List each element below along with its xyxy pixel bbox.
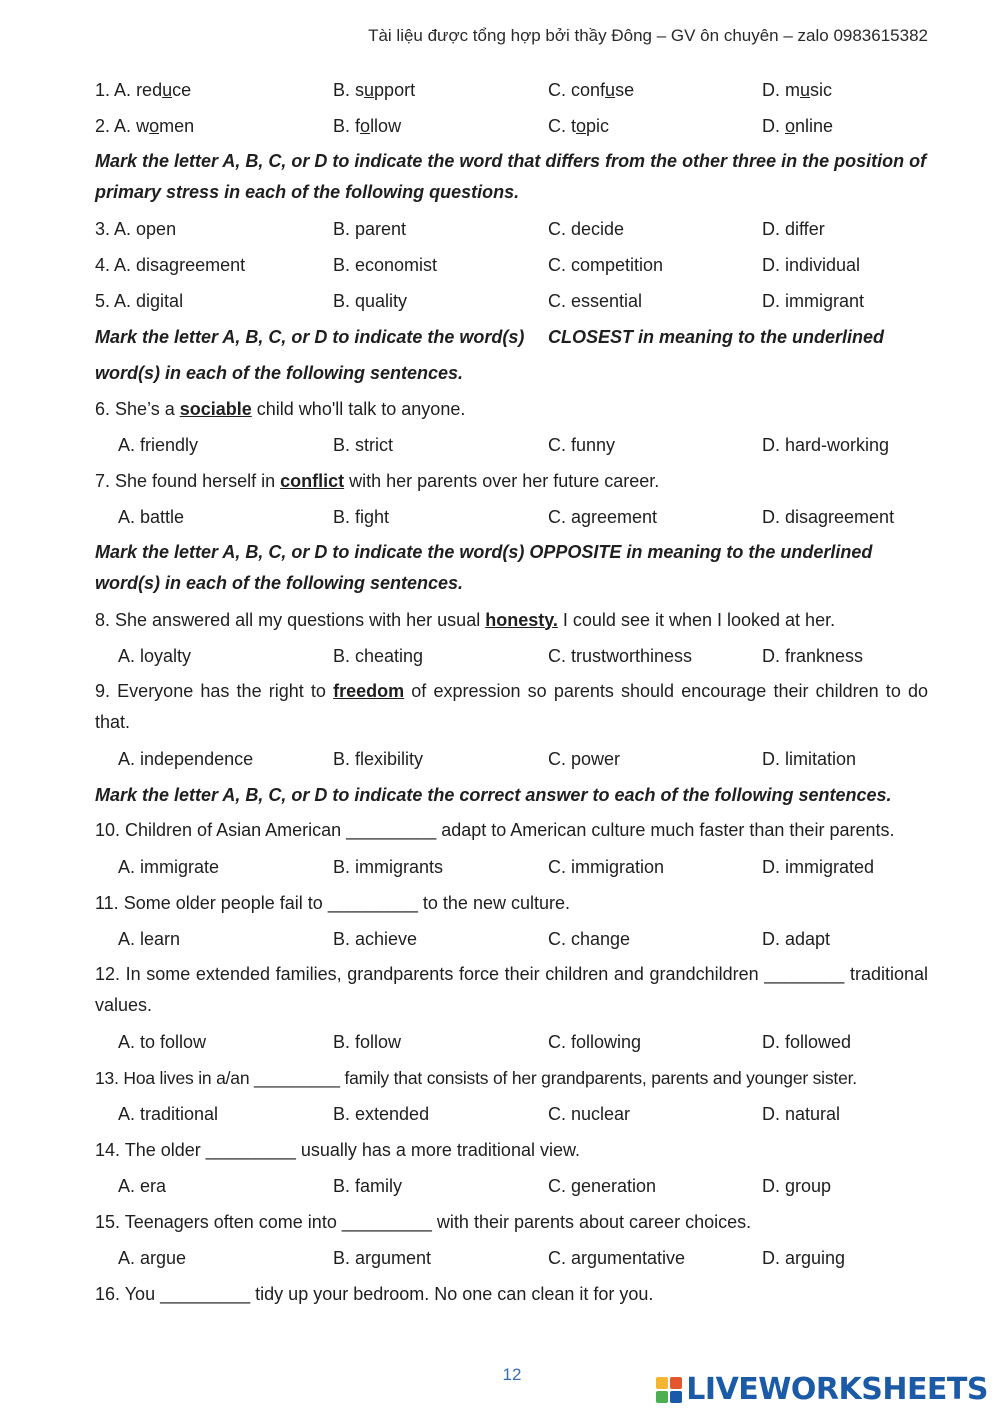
option-d: D. adapt (762, 928, 831, 949)
option-c: C. nuclear (548, 1103, 631, 1124)
page-number: 12 (502, 1365, 522, 1384)
question-15-options (95, 1240, 928, 1276)
option-b: B. flexibility (333, 748, 424, 769)
option-b: B. achieve (333, 928, 418, 949)
option-a: A. independence (118, 748, 254, 769)
question-11-options (95, 921, 928, 957)
question-11: 11. Some older people fail to _________ to the new culture. (95, 892, 570, 913)
option-c: C. competition (548, 254, 664, 275)
instruction-stress: Mark the letter A, B, C, or D to indicate the word that differs from the other three in the position of primary stress in each of the following questions. (95, 151, 927, 202)
option-b: B. follow (333, 115, 402, 136)
option-d: D. music (762, 79, 833, 100)
question-6-options (95, 427, 928, 463)
option-b: B. cheating (333, 645, 424, 666)
option-d: D. arguing (762, 1247, 846, 1268)
option-a: A. battle (118, 506, 185, 527)
option-b: B. strict (333, 434, 394, 455)
option-d: D. followed (762, 1031, 852, 1052)
question-2 (95, 108, 928, 144)
option-d: D. natural (762, 1103, 841, 1124)
option-c: C. immigration (548, 856, 665, 877)
question-9: 9. Everyone has the right to freedom of expression so parents should encourage their children to do that. (95, 681, 934, 732)
option-d: D. immigrant (762, 290, 865, 311)
instruction-closest: Mark the letter A, B, C, or D to indicate the word(s) CLOSEST in meaning to the underlined (95, 326, 885, 347)
option-d: D. differ (762, 218, 825, 239)
question-5 (95, 283, 928, 319)
question-1 (95, 72, 928, 108)
option-a: A. era (118, 1175, 167, 1196)
question-16: 16. You _________ tidy up your bedroom. No one can clean it for you. (95, 1283, 654, 1304)
option-b: B. family (333, 1175, 403, 1196)
question-15: 15. Teenagers often come into _________ with their parents about career choices. (95, 1211, 752, 1232)
question-14: 14. The older _________ usually has a more traditional view. (95, 1139, 580, 1160)
worksheet-content (95, 72, 934, 1312)
question-8: 8. She answered all my questions with her usual honesty. I could see it when I looked at her. (95, 609, 836, 630)
option-c: C. power (548, 748, 621, 769)
option-c: C. change (548, 928, 631, 949)
question-14-options (95, 1168, 928, 1204)
option-a: A. friendly (118, 434, 199, 455)
instruction-closest-line2: word(s) in each of the following sentences. (95, 362, 464, 383)
option-a: A. traditional (118, 1103, 219, 1124)
option-a: A. loyalty (118, 645, 192, 666)
option-c: C. confuse (548, 79, 635, 100)
instruction-correct: Mark the letter A, B, C, or D to indicate the correct answer to each of the following sentences. (95, 784, 892, 805)
option-c: C. topic (548, 115, 610, 136)
question-9-options (95, 741, 928, 777)
option-c: C. trustworthiness (548, 645, 693, 666)
option-b: B. extended (333, 1103, 430, 1124)
option-c: C. argumentative (548, 1247, 686, 1268)
option-b: B. support (333, 79, 416, 100)
option-b: B. economist (333, 254, 438, 275)
liveworksheets-icon (656, 1377, 682, 1403)
option-b: B. parent (333, 218, 407, 239)
option-c: C. following (548, 1031, 642, 1052)
option-b: B. follow (333, 1031, 402, 1052)
keyword: sociable (179, 398, 252, 419)
option-d: D. hard-working (762, 434, 890, 455)
question-10: 10. Children of Asian American _________ adapt to American culture much faster than their parents. (95, 820, 895, 840)
keyword: honesty. (485, 609, 558, 630)
keyword: conflict (280, 470, 345, 491)
option-b: B. fight (333, 506, 390, 527)
brand-text: LIVEWORKSHEETS (686, 1372, 988, 1407)
option-a: A. immigrate (118, 856, 220, 877)
option-c: C. essential (548, 290, 643, 311)
question-8-options (95, 638, 928, 674)
option-a: A. argue (118, 1247, 187, 1268)
option-a: 2. A. women (95, 115, 195, 136)
option-d: D. disagreement (762, 506, 895, 527)
question-13-options (95, 1096, 928, 1132)
option-a: 3. A. open (95, 218, 177, 239)
option-c: C. generation (548, 1175, 657, 1196)
question-4 (95, 247, 928, 283)
question-10-options (95, 849, 928, 885)
option-a: A. learn (118, 928, 181, 949)
question-7-options (95, 499, 928, 535)
option-a: 5. A. digital (95, 290, 184, 311)
option-a: A. to follow (118, 1031, 207, 1052)
option-b: B. immigrants (333, 856, 444, 877)
option-c: C. agreement (548, 506, 658, 527)
keyword: freedom (333, 681, 405, 701)
question-13: 13. Hoa lives in a/an _________ family that consists of her grandparents, parents and younger sister. (95, 1067, 857, 1088)
option-d: D. immigrated (762, 856, 875, 877)
option-d: D. frankness (762, 645, 864, 666)
option-d: D. group (762, 1175, 832, 1196)
option-c: C. funny (548, 434, 616, 455)
instruction-opposite: Mark the letter A, B, C, or D to indicate the word(s) OPPOSITE in meaning to the underlined word(s) in each of the following sentences. (95, 542, 873, 593)
question-3 (95, 211, 928, 247)
page-header: Tài liệu được tổng hợp bởi thầy Đông – GV ôn chuyên – zalo 0983615382 (368, 26, 928, 45)
option-a: 1. A. reduce (95, 79, 192, 100)
question-7: 7. She found herself in conflict with her parents over her future career. (95, 470, 660, 491)
option-c: C. decide (548, 218, 625, 239)
option-b: B. argument (333, 1247, 432, 1268)
question-6: 6. She’s a sociable child who'll talk to anyone. (95, 398, 466, 419)
question-12-options (95, 1024, 928, 1060)
option-d: D. online (762, 115, 834, 136)
question-12: 12. In some extended families, grandparents force their children and grandchildren ________ traditional values. (95, 964, 928, 1015)
liveworksheets-logo (656, 1372, 988, 1407)
option-b: B. quality (333, 290, 408, 311)
option-d: D. limitation (762, 748, 857, 769)
option-d: D. individual (762, 254, 861, 275)
option-a: 4. A. disagreement (95, 254, 246, 275)
